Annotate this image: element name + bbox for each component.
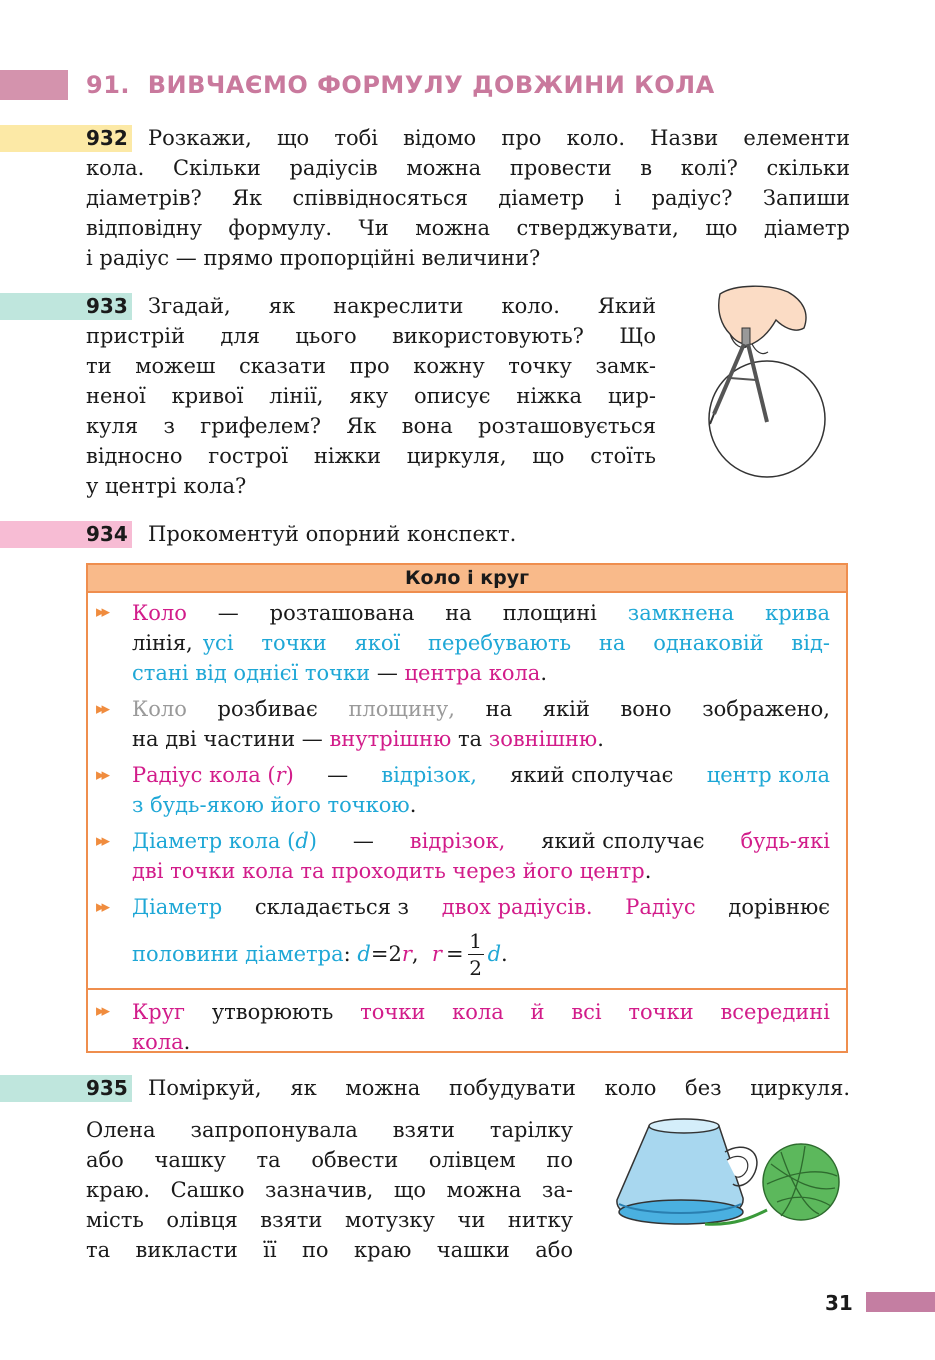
- summary-item-circle-divides-plane: [132, 694, 830, 754]
- word: утворюють: [211, 1000, 334, 1024]
- term-diameter: Діаметр: [132, 895, 223, 919]
- denominator: 2: [469, 955, 482, 980]
- punct: .: [644, 859, 652, 883]
- bullet-arrow-icon: ▸▸: [96, 602, 108, 622]
- task-933-line: Згадай, як накреслити коло. Який: [148, 294, 656, 318]
- phrase: двох радіусів.: [441, 895, 593, 919]
- phrase: половини діаметра: [132, 942, 344, 966]
- fraction-bar: [468, 954, 484, 955]
- term-disk: Круг: [132, 1000, 186, 1024]
- heading-accent-bar: [0, 70, 68, 100]
- word: воно: [620, 697, 672, 721]
- term-radius: Радіус кола (: [132, 763, 276, 787]
- section-number: 91.: [86, 71, 131, 99]
- summary-formula-line: [132, 924, 830, 984]
- word: кола: [452, 1000, 504, 1024]
- task-932-line: і радіус — прямо пропорційні величини?: [86, 246, 541, 270]
- task-933-text: [148, 291, 656, 321]
- punct: ): [285, 763, 294, 787]
- phrase: дві точки кола та проходить через його центр: [132, 859, 645, 883]
- summary-item-disk: [132, 997, 830, 1057]
- task-933-line: відносно гострої ніжки циркуля, що стоїть: [86, 444, 656, 468]
- word: крива: [765, 601, 830, 625]
- phrase: з будь-якою його точкою: [132, 793, 410, 817]
- bullet-arrow-icon: ▸▸: [96, 765, 108, 785]
- word: на: [445, 601, 472, 625]
- bullet-arrow-icon: ▸▸: [96, 897, 108, 917]
- word: всі: [571, 1000, 602, 1024]
- term-segment: відрізок,: [381, 763, 477, 787]
- word: площині: [502, 601, 597, 625]
- task-933-line: пристрій для цього використовують? Що: [86, 324, 656, 348]
- task-935-line: Олена запропонувала взяти тарілку: [86, 1118, 573, 1142]
- term-center: центра кола: [404, 661, 541, 685]
- page-number: 31: [825, 1291, 853, 1315]
- word: та: [457, 727, 483, 751]
- summary-item-radius: [132, 760, 830, 820]
- punct: ): [308, 829, 317, 853]
- task-935-line: або чашку та обвести олівцем по: [86, 1148, 573, 1172]
- word: лінія,: [132, 631, 193, 655]
- page-number-accent-bar: [866, 1292, 935, 1312]
- word: зображено,: [702, 697, 830, 721]
- task-number-933: 933: [86, 294, 128, 318]
- symbol-r: r: [431, 942, 442, 966]
- summary-item-circle-definition: [132, 598, 830, 688]
- bullet-arrow-icon: ▸▸: [96, 831, 108, 851]
- summary-title: Коло і круг: [88, 565, 846, 591]
- task-932-text: [148, 123, 850, 153]
- word: розташована: [269, 601, 415, 625]
- task-935-line: мість олівця взяти мотузку чи нитку: [86, 1208, 573, 1232]
- punct: .: [409, 793, 417, 817]
- term-inner: внутрішню: [329, 727, 452, 751]
- task-932-text-body: [86, 153, 850, 273]
- task-935-text-body: [86, 1115, 573, 1265]
- punct: .: [540, 661, 548, 685]
- word: точки: [360, 1000, 426, 1024]
- symbol-r: r: [401, 942, 412, 966]
- term-radius: Радіус: [625, 895, 696, 919]
- cup-and-yarn-illustration: [605, 1112, 855, 1242]
- term-outer: зовнішню: [488, 727, 598, 751]
- term-circle: Коло: [132, 697, 187, 721]
- word: точки: [628, 1000, 694, 1024]
- numerator: 1: [469, 928, 482, 953]
- task-932-line: кола. Скільки радіусів можна провести в колі? скільки: [86, 156, 850, 180]
- equals: =: [445, 942, 464, 966]
- task-935-text: [148, 1073, 850, 1103]
- equals: =: [370, 942, 389, 966]
- symbol-d: d: [295, 829, 309, 853]
- task-935-line: краю. Сашко зазначив, що можна за-: [86, 1178, 573, 1202]
- summary-item-diameter: [132, 826, 830, 886]
- phrase: стані від однієї точки: [132, 661, 371, 685]
- phrase: усі точки якої перебувають на однаковій від-: [202, 631, 830, 655]
- dash: —: [327, 763, 349, 787]
- task-number-932: 932: [86, 126, 128, 150]
- symbol-r: r: [275, 763, 286, 787]
- word: на: [485, 697, 513, 721]
- fraction-one-half: [468, 928, 484, 980]
- phrase: який сполучає: [541, 829, 705, 853]
- punct: .: [183, 1030, 191, 1054]
- symbol-d: d: [487, 942, 502, 966]
- word: всередині: [720, 1000, 830, 1024]
- term-plane: площину,: [348, 697, 455, 721]
- term-center: центр кола: [706, 763, 830, 787]
- task-934-text: Прокоментуй опорний конспект.: [148, 522, 517, 546]
- number: 2: [388, 942, 402, 966]
- dash: —: [217, 601, 239, 625]
- dash: —: [352, 829, 374, 853]
- task-933-line: ти можеш сказати про кожну точку замк-: [86, 354, 656, 378]
- punct: :: [343, 942, 351, 966]
- dash: —: [376, 661, 398, 685]
- task-932-line: Розкажи, що тобі відомо про коло. Назви елементи: [148, 126, 850, 150]
- compass-drawing-illustration: [690, 282, 840, 482]
- task-number-935: 935: [86, 1076, 128, 1100]
- task-932-line: діаметрів? Як співвідносяться діаметр і радіус? Запиши: [86, 186, 850, 210]
- task-933-line: неної кривої лінії, яку описує ніжка цир-: [86, 384, 656, 408]
- term-diameter: Діаметр кола (: [132, 829, 296, 853]
- term-segment: відрізок,: [409, 829, 506, 853]
- word: якій: [542, 697, 590, 721]
- task-935-line: та викласти її по краю чашки або: [86, 1238, 573, 1262]
- punct: ,: [411, 942, 419, 966]
- task-933-line: куля з грифелем? Як вона розташовується: [86, 414, 656, 438]
- bullet-arrow-icon: ▸▸: [96, 1001, 108, 1021]
- punct: .: [501, 942, 508, 966]
- bullet-arrow-icon: ▸▸: [96, 699, 108, 719]
- task-number-934: 934: [86, 522, 128, 546]
- task-932-line: відповідну формулу. Чи можна стверджувати, що діаметр: [86, 216, 850, 240]
- summary-divider: [88, 988, 846, 990]
- task-933-text-body: [86, 321, 656, 501]
- word: замкнена: [627, 601, 735, 625]
- term-circle: Коло: [132, 601, 187, 625]
- summary-title-divider: [88, 591, 846, 593]
- phrase: складається з: [254, 895, 409, 919]
- phrase: який сполучає: [510, 763, 674, 787]
- summary-item-diameter-radius-relation: [132, 892, 830, 922]
- word: кола: [132, 1030, 184, 1054]
- symbol-d: d: [357, 942, 371, 966]
- task-935-line: Поміркуй, як можна побудувати коло без циркуля.: [148, 1076, 850, 1100]
- word: розбиває: [217, 697, 318, 721]
- word: й: [530, 1000, 545, 1024]
- word: дорівнює: [728, 895, 830, 919]
- section-heading: [86, 70, 715, 100]
- task-933-line: у центрі кола?: [86, 474, 247, 498]
- phrase: на дві частини —: [132, 727, 323, 751]
- word: будь-які: [740, 829, 830, 853]
- punct: .: [597, 727, 604, 751]
- section-title: ВИВЧАЄМО ФОРМУЛУ ДОВЖИНИ КОЛА: [147, 71, 715, 99]
